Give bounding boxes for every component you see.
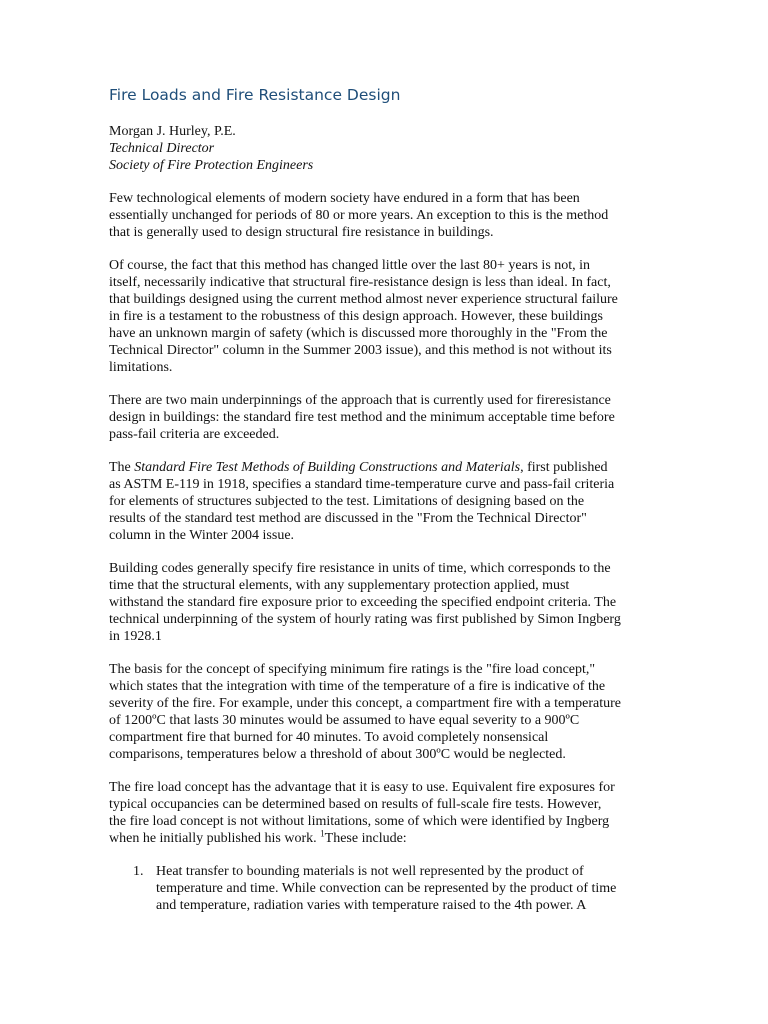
paragraph-1	[109, 190, 669, 241]
paragraph-line: Few technological elements of modern society have endured in a form that has been	[109, 191, 580, 206]
paragraph-line: which states that the integration with time of the temperature of a fire is indicative of the	[109, 679, 606, 694]
paragraph-line: Building codes generally specify fire resistance in units of time, which corresponds to the	[109, 561, 611, 576]
paragraph-line: pass-fail criteria are exceeded.	[109, 427, 280, 442]
paragraph-line: in fire is a testament to the robustness of this design approach. However, these buildings	[109, 309, 603, 324]
list-item	[109, 863, 669, 914]
paragraph-6	[109, 661, 669, 763]
paragraph-line: that buildings designed using the current method almost never experience structural failure	[109, 292, 618, 307]
paragraph-line	[109, 830, 669, 847]
paragraph-line: for elements of structures subjected to the test. Limitations of designing based on the	[109, 494, 585, 509]
paragraph-7-last-rest: These include:	[324, 831, 407, 846]
paragraph-line: design in buildings: the standard fire test method and the minimum acceptable time before	[109, 410, 615, 425]
list-item-line: Heat transfer to bounding materials is not well represented by the product of	[156, 864, 584, 879]
paragraph-line: limitations.	[109, 360, 173, 375]
paragraph-4-lead: The	[109, 460, 135, 475]
paragraph-7-last-lead: when he initially published his work.	[109, 831, 321, 846]
paragraph-line: There are two main underpinnings of the approach that is currently used for fireresistance	[109, 393, 611, 408]
author-position: Technical Director	[109, 141, 215, 156]
paragraph-line: have an unknown margin of safety (which is discussed more thoroughly in the "From the	[109, 326, 608, 341]
paragraph-line: compartment fire that burned for 40 minutes. To avoid completely nonsensical	[109, 730, 549, 745]
paragraph-line: comparisons, temperatures below a threshold of about 300ºC would be neglected.	[109, 747, 566, 762]
paragraph-line: The basis for the concept of specifying minimum fire ratings is the "fire load concept,"	[109, 662, 596, 677]
paragraph-4	[109, 459, 669, 544]
paragraph-line: the fire load concept is not without limitations, some of which were identified by Ingberg	[109, 814, 610, 829]
author-block	[109, 123, 669, 174]
paragraph-7	[109, 779, 669, 847]
paragraph-line: withstand the standard fire exposure prior to exceeding the specified endpoint criteria. The	[109, 595, 617, 610]
list-item-number: 1.	[133, 864, 144, 879]
footnote-ref: 1	[320, 828, 325, 839]
paragraph-line: as ASTM E-119 in 1918, specifies a standard time-temperature curve and pass-fail criteria	[109, 477, 615, 492]
paragraph-2	[109, 257, 669, 376]
paragraph-line: of 1200ºC that lasts 30 minutes would be assumed to have equal severity to a 900ºC	[109, 713, 580, 728]
standard-title-italic: Standard Fire Test Methods of Building Constructions and Materials	[134, 460, 521, 475]
limitations-list	[109, 863, 669, 914]
paragraph-line: results of the standard test method are discussed in the "From the Technical Director"	[109, 511, 587, 526]
paragraph-line: essentially unchanged for periods of 80 or more years. An exception to this is the method	[109, 208, 609, 223]
paragraph-line: typical occupancies can be determined based on results of full-scale fire tests. However,	[109, 797, 602, 812]
paragraph-line: column in the Winter 2004 issue.	[109, 528, 295, 543]
paragraph-line	[109, 459, 669, 476]
article-body	[109, 190, 669, 914]
list-item-line: temperature and time. While convection can be represented by the product of time	[156, 881, 617, 896]
document-title: Fire Loads and Fire Resistance Design	[109, 86, 401, 104]
author-organization: Society of Fire Protection Engineers	[109, 158, 314, 173]
paragraph-5	[109, 560, 669, 645]
paragraph-line: time that the structural elements, with any supplementary protection applied, must	[109, 578, 570, 593]
paragraph-line: in 1928.1	[109, 629, 162, 644]
paragraph-line: that is generally used to design structural fire resistance in buildings.	[109, 225, 494, 240]
paragraph-line: itself, necessarily indicative that structural fire-resistance design is less than ideal. In fact,	[109, 275, 611, 290]
list-item-line: and temperature, radiation varies with temperature raised to the 4th power. A	[156, 898, 587, 913]
paragraph-line: technical underpinning of the system of hourly rating was first published by Simon Ingberg	[109, 612, 621, 627]
paragraph-4-rest: , first published	[520, 460, 608, 475]
paragraph-line: severity of the fire. For example, under this concept, a compartment fire with a temperature	[109, 696, 621, 711]
paragraph-line: The fire load concept has the advantage that it is easy to use. Equivalent fire exposures for	[109, 780, 615, 795]
author-name: Morgan J. Hurley, P.E.	[109, 124, 236, 139]
paragraph-line: Technical Director" column in the Summer 2003 issue), and this method is not without its	[109, 343, 612, 358]
paragraph-line: Of course, the fact that this method has changed little over the last 80+ years is not, in	[109, 258, 591, 273]
paragraph-3	[109, 392, 669, 443]
